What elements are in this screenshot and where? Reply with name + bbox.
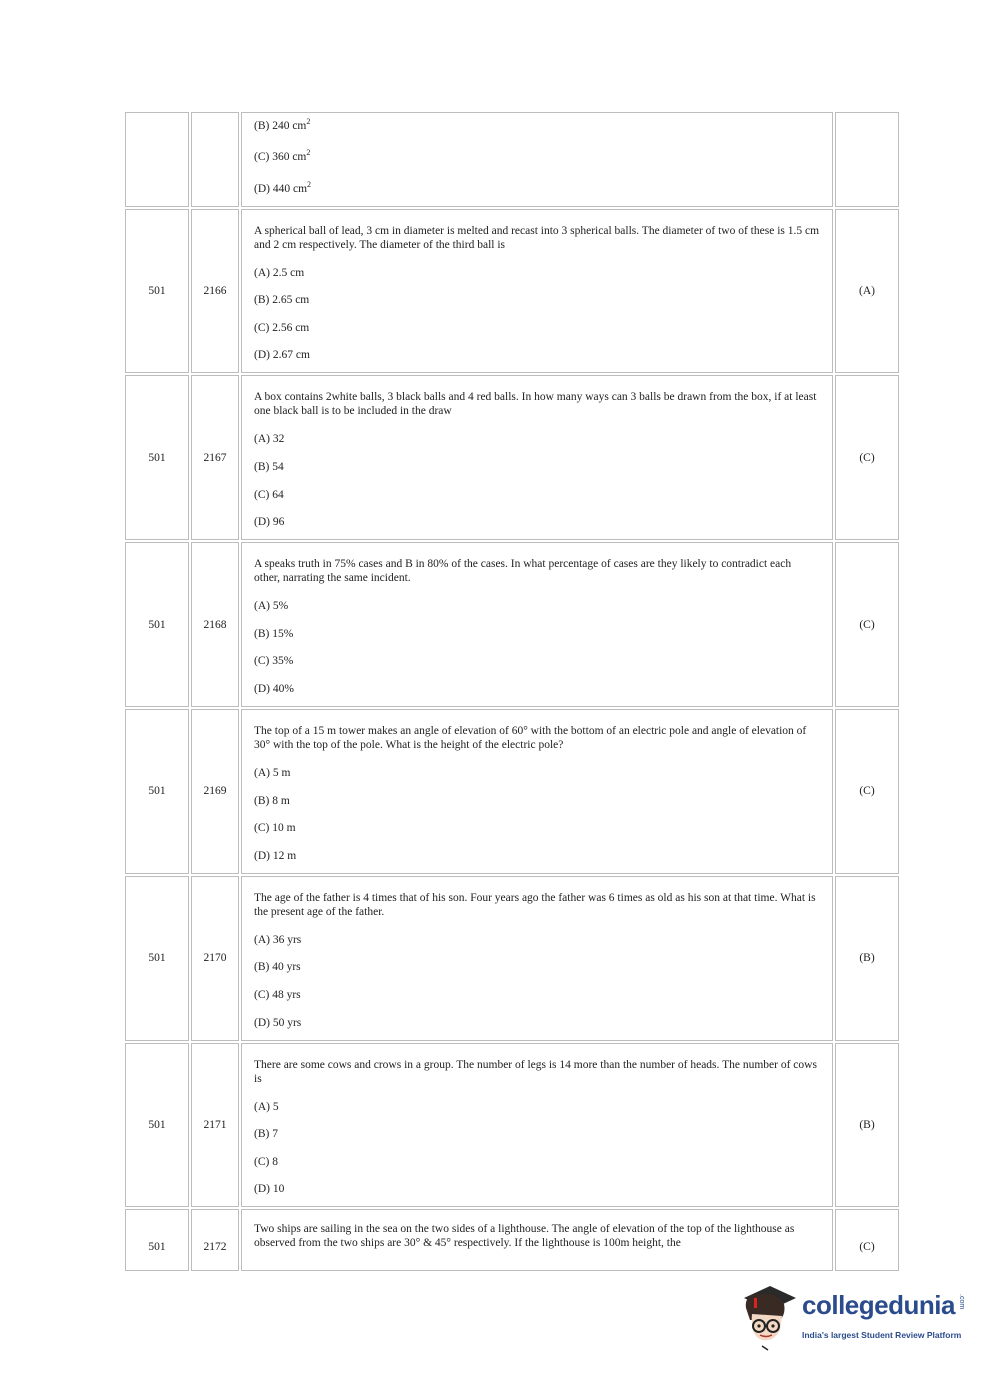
answer-cell: (C) — [835, 542, 899, 707]
question-number-cell: 2171 — [191, 1043, 239, 1208]
option-d: (D) 50 yrs — [254, 1016, 302, 1029]
option-c: (C) 2.56 cm — [254, 321, 310, 334]
option-a: (A) 5 — [254, 1100, 279, 1113]
paper-code-cell: 501 — [125, 1209, 189, 1271]
question-number-cell — [191, 112, 239, 207]
logo-wordmark: collegedunia — [802, 1290, 955, 1320]
question-number-cell: 2166 — [191, 209, 239, 374]
question-cell — [241, 542, 833, 707]
question-number-cell: 2167 — [191, 375, 239, 540]
option-b: (B) 7 — [254, 1128, 278, 1141]
answer-cell: (C) — [835, 1209, 899, 1271]
question-cell — [241, 1209, 833, 1271]
answer-cell: (C) — [835, 709, 899, 874]
option: (B) 240 $cm^2$ — [254, 117, 311, 132]
table-row — [125, 1043, 899, 1208]
option-a: (A) 5 m — [254, 767, 291, 780]
option-d: (D) 40% — [254, 683, 294, 696]
answer-cell: (B) — [835, 1043, 899, 1208]
paper-code-cell: 501 — [125, 709, 189, 874]
question-number-cell: 2169 — [191, 709, 239, 874]
question-sheet — [123, 110, 885, 1253]
table-row — [125, 709, 899, 874]
logo-dotcom: .com — [958, 1294, 965, 1310]
question-text: A box contains 2white balls, 3 black balls and 4 red balls. In how many ways can 3 balls be drawn from the box, if at least one black ball is to be included in the draw — [254, 391, 817, 418]
table-row — [125, 375, 899, 540]
question-text: The top of a 15 m tower makes an angle of elevation of 60° with the bottom of an electric pole and angle of elevation of 30° with the top of the pole. What is the height of the electric pole? — [254, 725, 807, 752]
question-text: A spherical ball of lead, 3 cm in diameter is melted and recast into 3 spherical balls. The diameter of two of these is 1.5 cm and 2 cm respectively. The diameter of the third ball is — [254, 224, 820, 251]
paper-code-cell: 501 — [125, 375, 189, 540]
paper-code-cell: 501 — [125, 209, 189, 374]
option-d: (D) 10 — [254, 1183, 285, 1196]
paper-code-cell — [125, 112, 189, 207]
question-cell — [241, 375, 833, 540]
option-c: (C) 48 yrs — [254, 988, 301, 1001]
option-c: (C) 10 m — [254, 822, 296, 835]
table-row — [125, 209, 899, 374]
option: (C) 360 $cm^2$ — [254, 148, 311, 164]
answer-cell: (A) — [835, 209, 899, 374]
question-cell — [241, 876, 833, 1041]
question-text: There are some cows and crows in a group. The number of legs is 14 more than the number of heads. The number of cows is — [254, 1058, 817, 1085]
collegedunia-logo — [740, 1280, 970, 1360]
table-row — [125, 1209, 899, 1271]
logo-tagline: India's largest Student Review Platform — [802, 1330, 962, 1340]
paper-code-cell: 501 — [125, 542, 189, 707]
option-c: (C) 64 — [254, 488, 284, 501]
paper-code-cell: 501 — [125, 876, 189, 1041]
question-cell — [241, 1043, 833, 1208]
answer-cell: (B) — [835, 876, 899, 1041]
option-b: (B) 54 — [254, 461, 284, 474]
answer-cell — [835, 112, 899, 207]
option: (D) 440 $cm^2$ — [254, 179, 312, 195]
mascot-icon — [740, 1280, 802, 1354]
questions-table — [123, 110, 901, 1273]
option-c: (C) 35% — [254, 655, 294, 668]
question-text: A speaks truth in 75% cases and B in 80% of the cases. In what percentage of cases are they likely to contradict each other, narrating the same incident. — [254, 558, 792, 585]
option-b: (B) 15% — [254, 627, 294, 640]
question-cell — [241, 112, 833, 207]
option-a: (A) 2.5 cm — [254, 266, 305, 279]
question-number-cell: 2170 — [191, 876, 239, 1041]
option-c: (C) 8 — [254, 1155, 278, 1168]
option-d: (D) 2.67 cm — [254, 349, 310, 362]
table-row — [125, 112, 899, 207]
question-cell — [241, 209, 833, 374]
table-row — [125, 542, 899, 707]
option-b: (B) 2.65 cm — [254, 294, 310, 307]
table-row — [125, 876, 899, 1041]
question-cell — [241, 709, 833, 874]
option-d: (D) 96 — [254, 516, 285, 529]
option-a: (A) 32 — [254, 433, 285, 446]
question-number-cell: 2168 — [191, 542, 239, 707]
paper-code-cell: 501 — [125, 1043, 189, 1208]
option-b: (B) 40 yrs — [254, 961, 301, 974]
answer-cell: (C) — [835, 375, 899, 540]
question-text: Two ships are sailing in the sea on the two sides of a lighthouse. The angle of elevation of the top of the lighthouse as observed from the two ships are 30° & 45° respectively. If the lighthouse is 100m height, the — [254, 1223, 795, 1250]
option-a: (A) 5% — [254, 600, 289, 613]
option-d: (D) 12 m — [254, 849, 297, 862]
question-text: The age of the father is 4 times that of his son. Four years ago the father was 6 times as old as his son at that time. What is the present age of the father. — [254, 891, 816, 918]
option-b: (B) 8 m — [254, 794, 290, 807]
option-a: (A) 36 yrs — [254, 933, 302, 946]
question-number-cell: 2172 — [191, 1209, 239, 1271]
